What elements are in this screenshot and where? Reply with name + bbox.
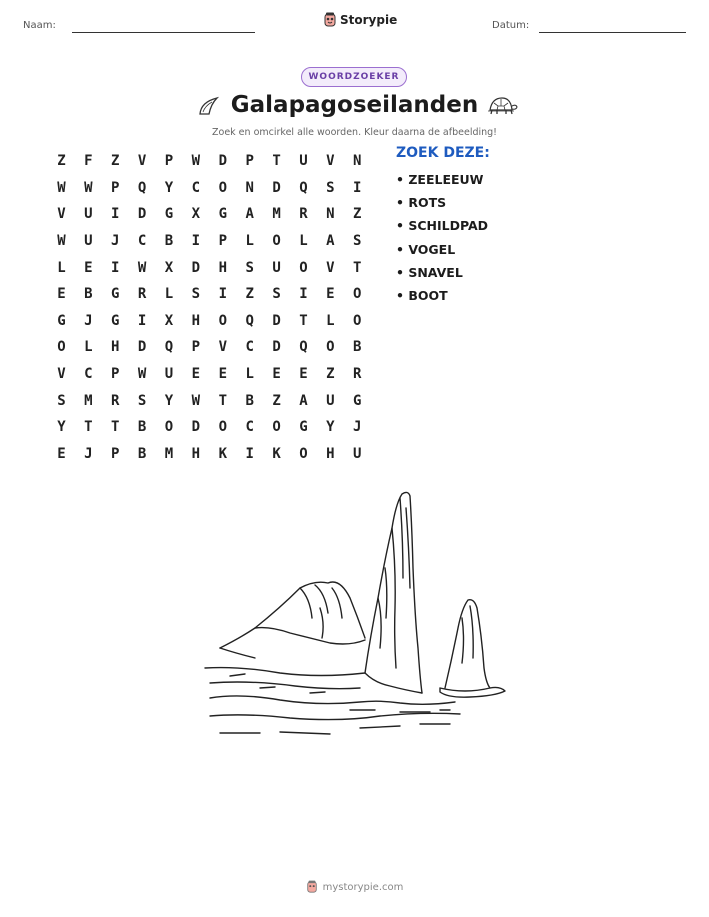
- grid-cell[interactable]: Q: [299, 339, 308, 356]
- grid-cell[interactable]: G: [111, 312, 120, 329]
- grid-cell[interactable]: B: [137, 419, 147, 436]
- name-label: Naam:: [23, 20, 56, 31]
- grid-cell[interactable]: G: [111, 286, 120, 303]
- grid-cell[interactable]: J: [111, 233, 120, 250]
- grid-row: [48, 254, 371, 281]
- word-list-item: • VOGEL: [396, 241, 456, 257]
- grid-cell[interactable]: Z: [57, 153, 66, 170]
- grid-cell[interactable]: I: [218, 286, 227, 303]
- grid-cell[interactable]: E: [84, 259, 93, 276]
- grid-cell[interactable]: D: [137, 339, 147, 356]
- page-title: Galapagoseilanden: [230, 92, 479, 118]
- grid-cell[interactable]: X: [164, 312, 174, 329]
- grid-cell[interactable]: X: [191, 206, 201, 223]
- grid-cell[interactable]: Q: [164, 339, 174, 356]
- rock-formation-illustration[interactable]: [200, 488, 510, 748]
- grid-row: [48, 441, 371, 468]
- grid-cell[interactable]: U: [299, 153, 308, 170]
- grid-cell[interactable]: P: [164, 153, 174, 170]
- grid-row: [48, 148, 371, 175]
- grid-cell[interactable]: U: [164, 366, 174, 383]
- grid-cell[interactable]: N: [326, 206, 335, 223]
- grid-cell[interactable]: A: [299, 392, 308, 409]
- grid-cell[interactable]: Y: [57, 419, 66, 436]
- grid-cell[interactable]: Y: [326, 419, 335, 436]
- word-list-item: • SNAVEL: [396, 264, 463, 280]
- grid-cell[interactable]: O: [164, 419, 174, 436]
- grid-cell[interactable]: W: [84, 179, 93, 196]
- grid-cell[interactable]: E: [299, 366, 308, 383]
- grid-cell[interactable]: S: [191, 286, 201, 303]
- grid-cell[interactable]: R: [137, 286, 147, 303]
- grid-cell[interactable]: L: [84, 339, 93, 356]
- grid-cell[interactable]: R: [353, 366, 362, 383]
- word-search-grid[interactable]: [48, 148, 371, 467]
- grid-cell[interactable]: B: [353, 339, 362, 356]
- grid-cell[interactable]: S: [353, 233, 362, 250]
- grid-cell[interactable]: I: [191, 233, 201, 250]
- grid-cell[interactable]: B: [84, 286, 93, 303]
- grid-cell[interactable]: N: [245, 179, 254, 196]
- grid-cell[interactable]: T: [353, 259, 362, 276]
- grid-cell[interactable]: I: [245, 445, 254, 462]
- grid-cell[interactable]: Z: [272, 392, 281, 409]
- grid-cell[interactable]: M: [164, 445, 174, 462]
- grid-row: [48, 334, 371, 361]
- grid-cell[interactable]: A: [245, 206, 254, 223]
- grid-cell[interactable]: M: [84, 392, 93, 409]
- grid-cell[interactable]: O: [353, 286, 362, 303]
- grid-cell[interactable]: W: [137, 259, 147, 276]
- grid-cell[interactable]: V: [57, 206, 66, 223]
- grid-cell[interactable]: Z: [353, 206, 362, 223]
- grid-cell[interactable]: L: [299, 233, 308, 250]
- grid-cell[interactable]: W: [57, 233, 66, 250]
- grid-cell[interactable]: O: [353, 312, 362, 329]
- grid-cell[interactable]: W: [191, 153, 201, 170]
- storypie-logo: [323, 12, 397, 28]
- grid-row: [48, 361, 371, 388]
- grid-cell[interactable]: V: [326, 259, 335, 276]
- grid-cell[interactable]: H: [191, 445, 201, 462]
- name-line[interactable]: [72, 32, 255, 33]
- grid-cell[interactable]: O: [272, 233, 281, 250]
- grid-cell[interactable]: Z: [245, 286, 254, 303]
- grid-cell[interactable]: L: [164, 286, 174, 303]
- word-list: [396, 172, 488, 311]
- grid-cell[interactable]: Z: [111, 153, 120, 170]
- grid-row: [48, 175, 371, 202]
- grid-cell[interactable]: E: [191, 366, 201, 383]
- grid-cell[interactable]: Q: [299, 179, 308, 196]
- grid-cell[interactable]: O: [272, 419, 281, 436]
- grid-cell[interactable]: J: [84, 445, 93, 462]
- grid-cell[interactable]: L: [57, 259, 66, 276]
- grid-cell[interactable]: U: [84, 233, 93, 250]
- grid-cell[interactable]: S: [137, 392, 147, 409]
- grid-cell[interactable]: L: [245, 233, 254, 250]
- grid-cell[interactable]: H: [191, 312, 201, 329]
- worksheet-type-badge: WOORDZOEKER: [301, 67, 407, 87]
- grid-cell[interactable]: C: [245, 339, 254, 356]
- grid-cell[interactable]: E: [218, 366, 227, 383]
- grid-cell[interactable]: I: [137, 312, 147, 329]
- logo-text: Storypie: [340, 13, 398, 27]
- grid-cell[interactable]: D: [272, 339, 281, 356]
- grid-cell[interactable]: B: [137, 445, 147, 462]
- grid-row: [48, 201, 371, 228]
- footer-url: mystorypie.com: [322, 881, 404, 893]
- grid-row: [48, 281, 371, 308]
- grid-cell[interactable]: G: [218, 206, 227, 223]
- grid-cell[interactable]: T: [272, 153, 281, 170]
- grid-cell[interactable]: B: [245, 392, 254, 409]
- grid-cell[interactable]: O: [218, 179, 227, 196]
- grid-cell[interactable]: G: [57, 312, 66, 329]
- grid-cell[interactable]: O: [57, 339, 66, 356]
- grid-cell[interactable]: E: [326, 286, 335, 303]
- grid-cell[interactable]: V: [57, 366, 66, 383]
- grid-cell[interactable]: O: [218, 419, 227, 436]
- grid-cell[interactable]: N: [353, 153, 362, 170]
- grid-cell[interactable]: P: [111, 179, 120, 196]
- grid-cell[interactable]: Q: [137, 179, 147, 196]
- grid-cell[interactable]: C: [137, 233, 147, 250]
- grid-cell[interactable]: R: [299, 206, 308, 223]
- grid-cell[interactable]: T: [111, 419, 120, 436]
- grid-cell[interactable]: F: [84, 153, 93, 170]
- grid-cell[interactable]: K: [218, 445, 227, 462]
- grid-cell[interactable]: E: [57, 286, 66, 303]
- grid-cell[interactable]: L: [245, 366, 254, 383]
- grid-cell[interactable]: C: [84, 366, 93, 383]
- grid-cell[interactable]: D: [191, 259, 201, 276]
- grid-cell[interactable]: S: [245, 259, 254, 276]
- grid-cell[interactable]: L: [326, 312, 335, 329]
- grid-cell[interactable]: P: [245, 153, 254, 170]
- storypie-mascot-icon: [306, 880, 318, 894]
- grid-cell[interactable]: I: [111, 259, 120, 276]
- grid-cell[interactable]: P: [111, 445, 120, 462]
- grid-cell[interactable]: C: [245, 419, 254, 436]
- grid-cell[interactable]: Y: [164, 392, 174, 409]
- grid-row: [48, 414, 371, 441]
- grid-cell[interactable]: M: [272, 206, 281, 223]
- grid-cell[interactable]: A: [326, 233, 335, 250]
- grid-cell[interactable]: H: [326, 445, 335, 462]
- grid-cell[interactable]: S: [326, 179, 335, 196]
- grid-cell[interactable]: H: [111, 339, 120, 356]
- grid-cell[interactable]: W: [191, 392, 201, 409]
- grid-cell[interactable]: D: [191, 419, 201, 436]
- grid-cell[interactable]: Y: [164, 179, 174, 196]
- grid-cell[interactable]: G: [299, 419, 308, 436]
- grid-cell[interactable]: O: [326, 339, 335, 356]
- grid-cell[interactable]: I: [353, 179, 362, 196]
- grid-cell[interactable]: K: [272, 445, 281, 462]
- grid-cell[interactable]: V: [137, 153, 147, 170]
- grid-cell[interactable]: I: [111, 206, 120, 223]
- tortoise-icon: [484, 94, 518, 118]
- grid-cell[interactable]: X: [164, 259, 174, 276]
- grid-row: [48, 387, 371, 414]
- grid-row: [48, 308, 371, 335]
- grid-cell[interactable]: J: [353, 419, 362, 436]
- grid-cell[interactable]: W: [57, 179, 66, 196]
- grid-cell[interactable]: G: [353, 392, 362, 409]
- grid-cell[interactable]: T: [299, 312, 308, 329]
- word-list-item: • SCHILDPAD: [396, 218, 489, 234]
- grid-cell[interactable]: U: [84, 206, 93, 223]
- grid-cell[interactable]: U: [326, 392, 335, 409]
- grid-cell[interactable]: E: [272, 366, 281, 383]
- word-list-item: • ZEELEEUW: [396, 172, 484, 187]
- grid-row: [48, 228, 371, 255]
- storypie-mascot-icon: [323, 12, 337, 28]
- grid-cell[interactable]: E: [57, 445, 66, 462]
- grid-cell[interactable]: D: [218, 153, 227, 170]
- word-list-item: • ROTS: [396, 195, 447, 211]
- grid-cell[interactable]: W: [137, 366, 147, 383]
- grid-cell[interactable]: P: [218, 233, 227, 250]
- word-list-title: ZOEK DEZE:: [396, 145, 490, 161]
- grid-cell[interactable]: R: [111, 392, 120, 409]
- grid-cell[interactable]: P: [111, 366, 120, 383]
- grid-cell[interactable]: O: [299, 259, 308, 276]
- grid-cell[interactable]: U: [353, 445, 362, 462]
- grid-cell[interactable]: D: [272, 312, 281, 329]
- footer: [0, 880, 709, 894]
- grid-cell[interactable]: V: [326, 153, 335, 170]
- grid-cell[interactable]: O: [299, 445, 308, 462]
- grid-cell[interactable]: C: [191, 179, 201, 196]
- grid-cell[interactable]: I: [299, 286, 308, 303]
- grid-cell[interactable]: Q: [245, 312, 254, 329]
- grid-cell[interactable]: P: [191, 339, 201, 356]
- grid-cell[interactable]: T: [218, 392, 227, 409]
- grid-cell[interactable]: T: [84, 419, 93, 436]
- date-label: Datum:: [492, 20, 530, 31]
- grid-cell[interactable]: J: [84, 312, 93, 329]
- grid-cell[interactable]: H: [218, 259, 227, 276]
- word-list-item: • BOOT: [396, 287, 448, 303]
- date-line[interactable]: [539, 32, 686, 33]
- grid-cell[interactable]: D: [272, 179, 281, 196]
- grid-cell[interactable]: O: [218, 312, 227, 329]
- grid-cell[interactable]: S: [57, 392, 66, 409]
- grid-cell[interactable]: S: [272, 286, 281, 303]
- grid-cell[interactable]: Z: [326, 366, 335, 383]
- grid-cell[interactable]: G: [164, 206, 174, 223]
- instructions: Zoek en omcirkel alle woorden. Kleur daarna de afbeelding!: [212, 127, 497, 138]
- grid-cell[interactable]: U: [272, 259, 281, 276]
- grid-cell[interactable]: V: [218, 339, 227, 356]
- grid-cell[interactable]: D: [137, 206, 147, 223]
- grid-cell[interactable]: B: [164, 233, 174, 250]
